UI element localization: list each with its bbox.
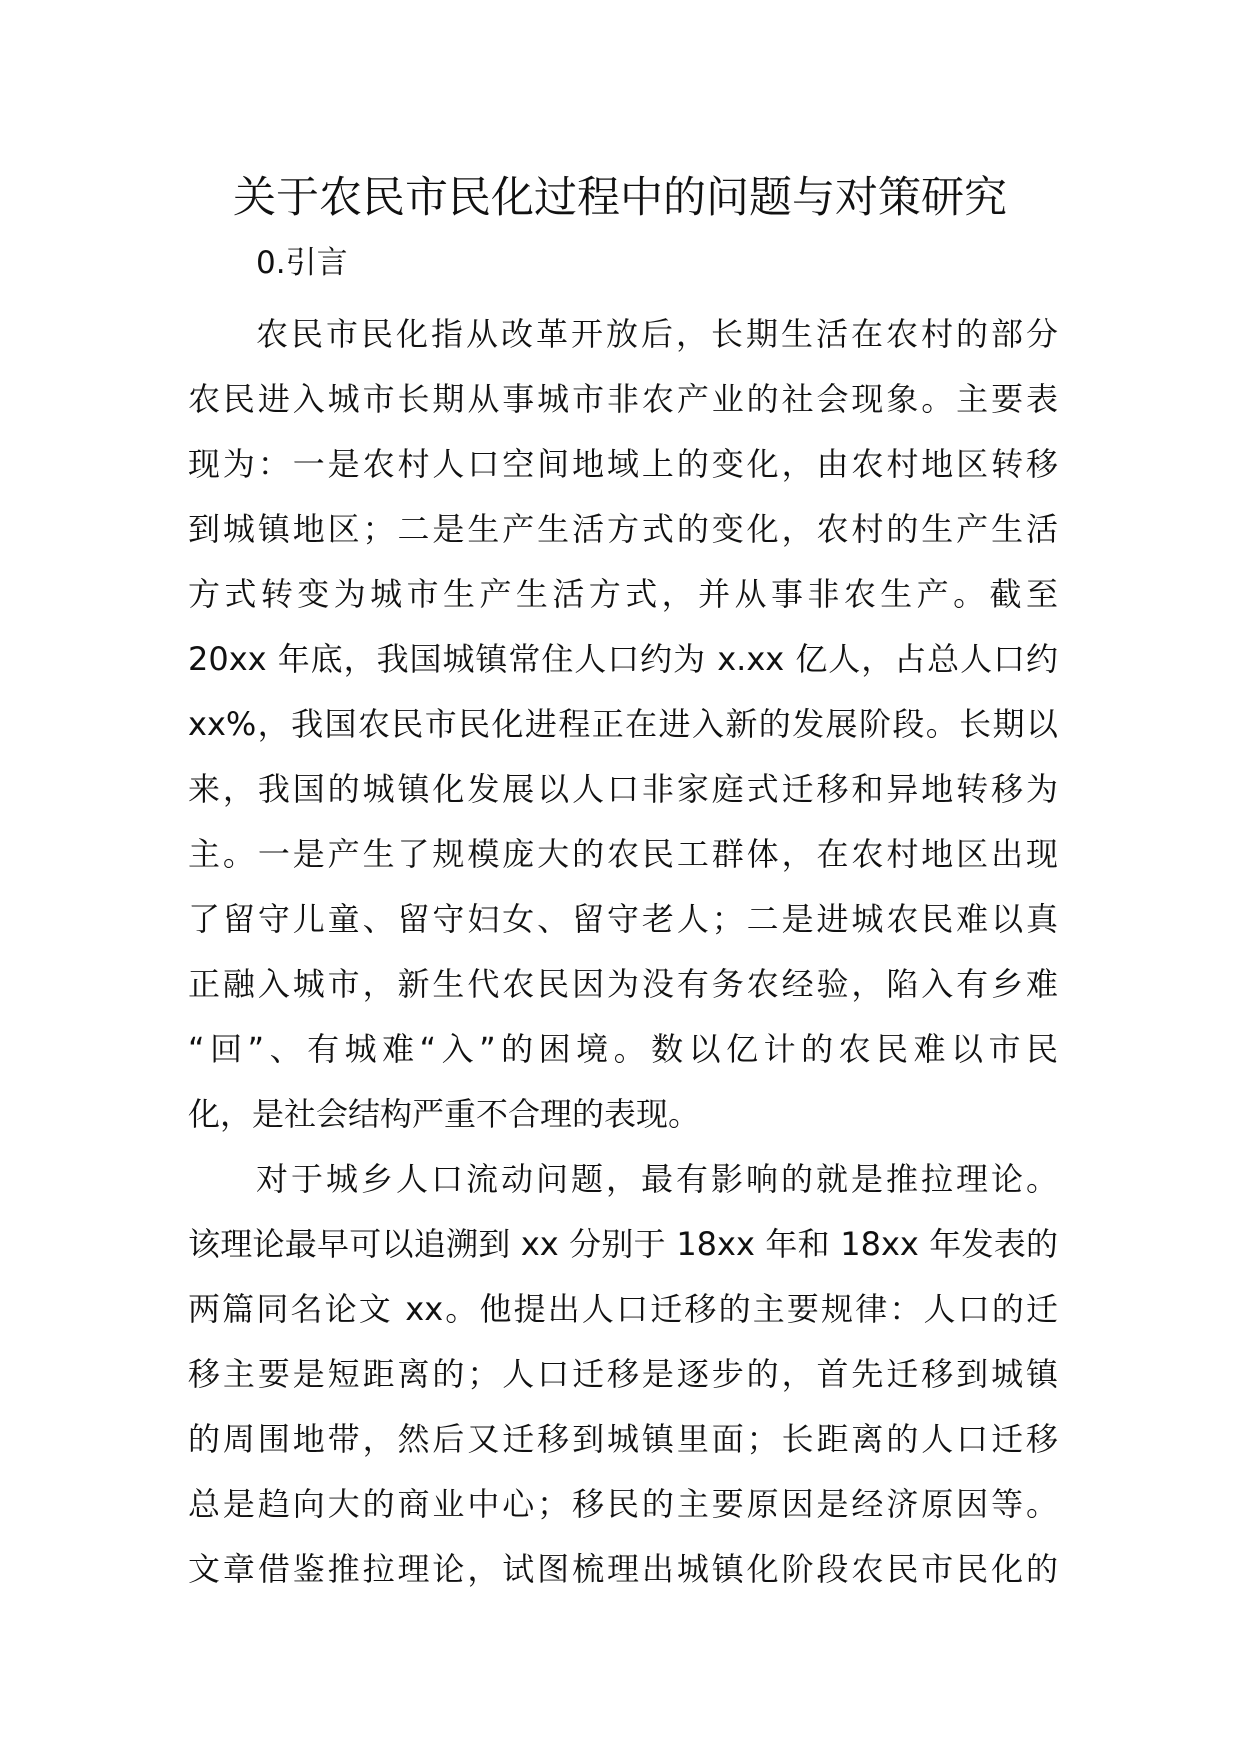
text-line: 方式转变为城市生产生活方式，并从事非农生产。截至: [188, 575, 1058, 613]
text-line: 到城镇地区；二是生产生活方式的变化，农村的生产生活: [188, 510, 1058, 548]
text-line: 农民市民化指从改革开放后，长期生活在农村的部分: [256, 315, 1058, 353]
document-title: 关于农民市民化过程中的问题与对策研究: [233, 173, 1007, 223]
text-line: 农民进入城市长期从事城市非农产业的社会现象。主要表: [188, 380, 1058, 418]
text-line: 主。一是产生了规模庞大的农民工群体，在农村地区出现: [188, 835, 1058, 873]
text-line: 的周围地带，然后又迁移到城镇里面；长距离的人口迁移: [188, 1420, 1058, 1458]
text-line: 20xx 年底，我国城镇常住人口约为 x.xx 亿人，占总人口约: [188, 640, 1058, 678]
text-line: 该理论最早可以追溯到 xx 分别于 18xx 年和 18xx 年发表的: [188, 1225, 1058, 1263]
text-line: 文章借鉴推拉理论，试图梳理出城镇化阶段农民市民化的: [188, 1550, 1058, 1588]
body-text: [188, 302, 1058, 1602]
text-line: “回”、有城难“入”的困境。数以亿计的农民难以市民: [188, 1030, 1058, 1068]
text-line: 两篇同名论文 xx。他提出人口迁移的主要规律：人口的迁: [188, 1290, 1058, 1328]
text-line: 化，是社会结构严重不合理的表现。: [188, 1095, 701, 1133]
section-heading: 0.引言: [256, 245, 348, 281]
text-line: 现为：一是农村人口空间地域上的变化，由农村地区转移: [188, 445, 1058, 483]
text-line: 了留守儿童、留守妇女、留守老人；二是进城农民难以真: [188, 900, 1058, 938]
text-line: 总是趋向大的商业中心；移民的主要原因是经济原因等。: [188, 1485, 1058, 1523]
text-line: 正融入城市，新生代农民因为没有务农经验，陷入有乡难: [188, 965, 1058, 1003]
text-line: 来，我国的城镇化发展以人口非家庭式迁移和异地转移为: [188, 770, 1058, 808]
text-line: xx%，我国农民市民化进程正在进入新的发展阶段。长期以: [188, 705, 1058, 743]
text-line: 移主要是短距离的；人口迁移是逐步的，首先迁移到城镇: [188, 1355, 1058, 1393]
text-line: 对于城乡人口流动问题，最有影响的就是推拉理论。: [256, 1160, 1058, 1198]
